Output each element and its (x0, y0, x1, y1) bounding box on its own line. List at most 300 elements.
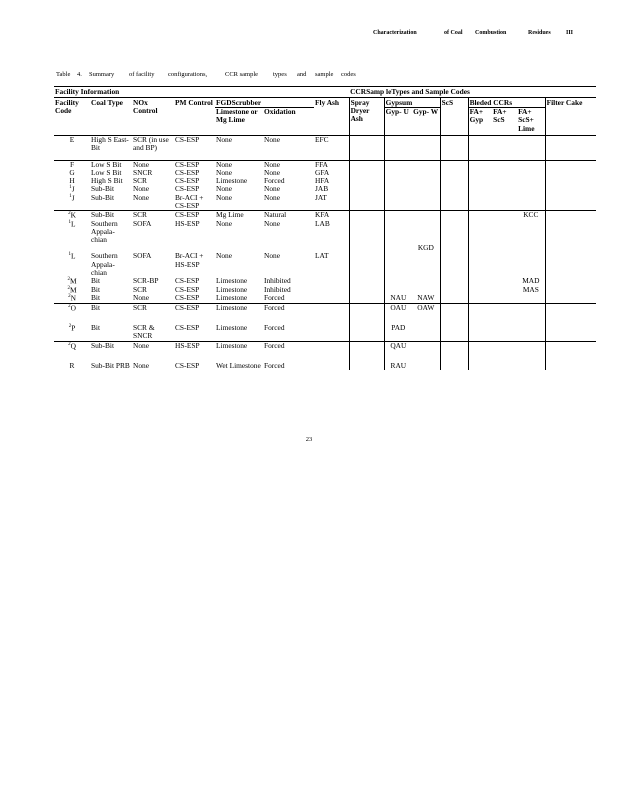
cell-facility-code (54, 324, 90, 341)
cell-nox-control: SCR (in use and BP) (132, 135, 174, 152)
table-row (54, 341, 596, 350)
caption-word: and (297, 71, 307, 78)
cell-fa-scs-lime: MAD (517, 277, 545, 286)
cell-fa-gyp (468, 185, 492, 194)
footnote-marker: 2 (67, 276, 70, 282)
cell-nox-control: SCR (132, 211, 174, 220)
cell-fly-ash (314, 286, 349, 295)
cell-gyp-w (412, 252, 440, 276)
cell-gyp-u (384, 160, 412, 169)
cell-fa-gyp (468, 324, 492, 341)
cell-fa-scs-lime (517, 194, 545, 211)
header-word: III (566, 30, 574, 36)
cell-scs (440, 169, 468, 177)
spacer-cell (545, 312, 596, 324)
col-header-nox-control: NOх Control (133, 98, 158, 116)
cell-coal-type: Sub-Bit (90, 211, 132, 220)
spacer-cell (440, 312, 468, 324)
cell-filter-cake (545, 244, 596, 252)
cell-oxidation: None (264, 193, 281, 203)
cell-fa-gyp (468, 252, 492, 276)
cell-spray-dryer-ash (349, 211, 384, 220)
cell-facility-code (54, 303, 90, 312)
spacer-cell (440, 152, 468, 161)
spacer-cell (517, 152, 545, 161)
caption-word: 4. (77, 71, 82, 78)
cell-fa-scs (492, 169, 517, 177)
cell-pm-control: HS-ESP (175, 218, 200, 228)
cell-gyp-u (384, 194, 412, 211)
spacer-cell (349, 152, 384, 161)
cell-coal-type: Southern Appala- chian (91, 218, 118, 245)
cell-fa-gyp (468, 160, 492, 169)
caption-word: types (273, 71, 287, 78)
cell-pm-control: CS-ESP (175, 275, 200, 285)
cell-pm-control: CS-ESP (175, 293, 200, 303)
running-header (0, 30, 618, 42)
cell-gyp-u (384, 211, 412, 220)
table-row (54, 135, 596, 152)
cell-limestone: Limestone (215, 303, 263, 312)
cell-oxidation: Forced (263, 341, 314, 350)
cell-scs (440, 220, 468, 244)
table-row (54, 220, 596, 244)
header-word: Residues (528, 30, 551, 36)
cell-limestone: None (215, 135, 263, 152)
cell-spray-dryer-ash (349, 362, 384, 370)
cell-scs (440, 294, 468, 303)
cell-fa-scs (492, 286, 517, 295)
cell-limestone: None (216, 193, 233, 203)
cell-gyp-u: NAU (390, 293, 407, 303)
cell-fa-gyp (468, 135, 492, 152)
cell-fa-gyp (468, 362, 492, 370)
caption-word: of facility (129, 71, 155, 78)
cell-limestone: None (216, 218, 233, 228)
cell-fly-ash (314, 277, 349, 286)
cell-filter-cake (545, 294, 596, 303)
table-row (54, 294, 596, 303)
cell-limestone: Limestone (215, 341, 263, 350)
col-header-facility-code: Facility Code (55, 98, 79, 116)
cell-oxidation: Inhibited (264, 284, 291, 294)
cell-gyp-u (384, 185, 412, 194)
cell-fly-ash: EFC (314, 135, 349, 152)
cell-fa-scs-lime (517, 362, 545, 370)
cell-nox-control: SOFA (133, 218, 152, 228)
cell-facility-code (54, 220, 90, 244)
cell-oxidation: None (263, 160, 314, 169)
cell-fa-scs-lime (517, 220, 545, 244)
cell-filter-cake (545, 194, 596, 211)
cell-spray-dryer-ash (349, 303, 384, 312)
caption-word: configurations, (168, 71, 208, 78)
cell-oxidation: Natural (263, 211, 314, 220)
cell-gyp-u: OAU (384, 303, 412, 312)
footnote-marker: 1 (68, 252, 71, 258)
cell-gyp-w: OAW (412, 303, 440, 312)
table-row (54, 362, 596, 370)
col-header-limestone-or-mg-lime: Limestone or Mg Lime (215, 108, 263, 135)
cell-coal-type: Bit (91, 284, 101, 294)
cell-oxidation: None (264, 251, 281, 261)
cell-filter-cake (545, 362, 596, 370)
cell-filter-cake (545, 324, 596, 341)
cell-coal-type: Southern Appala- chian (91, 251, 118, 277)
cell-coal-type: Bit (91, 275, 101, 285)
cell-pm-control: CS-ESP (174, 135, 215, 152)
cell-scs (440, 177, 468, 185)
cell-oxidation: Forced (263, 303, 314, 312)
spacer-cell (314, 350, 349, 362)
spacer-cell (54, 312, 90, 324)
cell-fa-scs-lime (517, 160, 545, 169)
spacer-cell (412, 312, 440, 324)
cell-scs (440, 160, 468, 169)
cell-limestone: None (215, 160, 263, 169)
cell-pm-control: CS-ESP (174, 211, 215, 220)
cell-nox-control: None (133, 193, 150, 203)
facility-code-text: N (70, 293, 76, 303)
cell-limestone: Limestone (216, 275, 248, 285)
cell-coal-type: Bit (91, 323, 101, 333)
spacer-cell (545, 152, 596, 161)
header-word: Characterization (373, 30, 417, 36)
cell-scs (440, 135, 468, 152)
cell-pm-control: CS-ESP (175, 323, 200, 333)
cell-spray-dryer-ash (349, 244, 384, 252)
spacer-cell (468, 312, 492, 324)
cell-oxidation: None (263, 135, 314, 152)
cell-fly-ash: FFA (314, 160, 349, 169)
cell-gyp-w (412, 169, 440, 177)
cell-filter-cake (545, 303, 596, 312)
cell-scs (440, 303, 468, 312)
cell-fa-scs (492, 341, 517, 350)
cell-nox-control: None (133, 293, 150, 303)
facility-code-text: M (69, 284, 77, 294)
cell-fa-gyp (468, 244, 492, 252)
cell-fa-gyp (468, 169, 492, 177)
cell-fly-ash: GFA (315, 168, 330, 178)
facility-code-text: L (70, 251, 76, 261)
spacer-cell (384, 152, 412, 161)
cell-nox-control: SCR & SNCR (133, 323, 155, 341)
cell-fa-scs-lime (517, 185, 545, 194)
cell-oxidation: Inhibited (264, 275, 291, 285)
cell-coal-type: Sub-Bit (90, 341, 132, 350)
cell-fa-scs (492, 362, 517, 370)
facility-code-text: Q (70, 341, 76, 351)
group-header-facility-information: Facility Information (54, 87, 349, 98)
cell-fa-gyp (468, 303, 492, 312)
caption-word: codes (341, 71, 356, 78)
cell-spray-dryer-ash (349, 324, 384, 341)
cell-fly-ash (314, 303, 349, 312)
footnote-marker: 2 (68, 211, 71, 217)
cell-pm-control: Br-ACI + HS-ESP (175, 251, 204, 269)
cell-fa-scs (492, 135, 517, 152)
cell-spray-dryer-ash (349, 135, 384, 152)
cell-limestone: Wet Limestone (216, 361, 261, 371)
cell-fa-scs-lime (517, 252, 545, 276)
cell-fa-scs (492, 244, 517, 252)
spacer-cell (517, 312, 545, 324)
cell-gyp-u (384, 277, 412, 286)
cell-coal-type: Bit (91, 293, 101, 303)
cell-fa-scs (492, 211, 517, 220)
cell-fa-scs-lime (517, 303, 545, 312)
cell-fa-scs-lime (517, 169, 545, 177)
cell-spray-dryer-ash (349, 341, 384, 350)
cell-coal-type: Sub-Bit (91, 184, 114, 194)
cell-gyp-u (384, 244, 412, 252)
cell-gyp-w (412, 211, 440, 220)
spacer-cell (492, 312, 517, 324)
cell-fa-gyp (468, 286, 492, 295)
spacer-cell (468, 350, 492, 362)
table-body (54, 135, 596, 370)
cell-limestone: Limestone (216, 176, 248, 186)
cell-filter-cake (545, 211, 596, 220)
cell-facility-code: G (69, 168, 75, 178)
caption-word: CCR sample (225, 71, 259, 78)
col-header-gyp-u: Gyp- U (384, 108, 412, 135)
cell-fa-scs-lime (517, 294, 545, 303)
cell-gyp-u: PAD (391, 323, 406, 333)
cell-gyp-w (412, 362, 440, 370)
cell-oxidation: None (264, 168, 281, 178)
facility-code-text: O (70, 303, 76, 313)
cell-gyp-u (384, 177, 412, 185)
col-header-oxidation: Oxidation (263, 108, 314, 135)
cell-gyp-w (412, 135, 440, 152)
cell-pm-control: CS-ESP (175, 168, 200, 178)
cell-pm-control: CS-ESP (175, 176, 200, 186)
cell-facility-code: H (69, 176, 75, 186)
cell-facility-code (54, 294, 90, 303)
cell-pm-control: CS-ESP (175, 361, 200, 371)
facility-code-text: J (71, 184, 75, 194)
table-row (54, 252, 596, 276)
cell-gyp-u (384, 220, 412, 244)
cell-fa-scs-lime (517, 244, 545, 252)
spacer-cell (468, 152, 492, 161)
table-row (54, 303, 596, 312)
cell-nox-control: None (132, 160, 174, 169)
cell-spray-dryer-ash (349, 194, 384, 211)
table-row (54, 194, 596, 211)
cell-filter-cake (545, 220, 596, 244)
facility-code-text: J (71, 193, 75, 203)
cell-facility-code (54, 194, 90, 211)
cell-fa-scs-lime (517, 324, 545, 341)
cell-nox-control: SOFA (133, 251, 152, 261)
cell-nox-control: None (132, 341, 174, 350)
cell-coal-type: Low S Bit (90, 160, 132, 169)
footnote-marker: 2 (68, 341, 71, 347)
cell-nox-control: SCR (132, 303, 174, 312)
cell-fly-ash (314, 362, 349, 370)
cell-gyp-w (412, 277, 440, 286)
cell-fa-scs-lime (517, 177, 545, 185)
cell-fly-ash: KFA (314, 211, 349, 220)
footnote-marker: 1 (69, 185, 72, 191)
spacer-cell (412, 350, 440, 362)
cell-gyp-w (412, 341, 440, 350)
footnote-marker: 1 (69, 194, 72, 200)
col-header-fly-ash: Fly Ash (315, 98, 340, 108)
cell-limestone: None (216, 184, 233, 194)
cell-filter-cake (545, 169, 596, 177)
spacer-cell (314, 312, 349, 324)
header-word: Combustion (475, 30, 507, 36)
cell-oxidation: None (264, 218, 281, 228)
cell-facility-code: E (54, 135, 90, 152)
cell-gyp-w: KGD (412, 244, 440, 252)
cell-gyp-u (384, 169, 412, 177)
cell-gyp-w (412, 194, 440, 211)
cell-gyp-u (384, 135, 412, 152)
cell-pm-control: CS-ESP (174, 160, 215, 169)
col-header-blended-ccrs: Bleded CCRs (468, 98, 545, 108)
cell-facility-code (54, 252, 90, 276)
cell-spray-dryer-ash (349, 185, 384, 194)
group-header-ccr-samples: CCRSamp leTypes and Sample Codes (349, 87, 596, 98)
cell-oxidation: Forced (264, 361, 285, 371)
cell-spray-dryer-ash (349, 294, 384, 303)
cell-limestone: Limestone (216, 284, 248, 294)
cell-pm-control: CS-ESP (174, 303, 215, 312)
cell-spray-dryer-ash (349, 220, 384, 244)
cell-scs (440, 244, 468, 252)
cell-fa-gyp (468, 220, 492, 244)
cell-fa-scs (492, 220, 517, 244)
facility-code-text: L (70, 219, 76, 229)
col-header-fa-gyp: FA+ Gyp (468, 108, 492, 135)
cell-fa-scs (492, 177, 517, 185)
col-header-fa-scs-lime: FA+ ScS+ Lime (517, 108, 545, 135)
caption-word: Summary (89, 71, 115, 78)
cell-fa-scs (492, 294, 517, 303)
cell-oxidation: Forced (264, 176, 285, 186)
cell-filter-cake (545, 135, 596, 152)
cell-fa-gyp (468, 211, 492, 220)
col-header-filter-cake: Filter Cake (546, 98, 583, 108)
cell-fly-ash (314, 294, 349, 303)
cell-fly-ash: JAT (315, 193, 327, 203)
cell-scs (440, 324, 468, 341)
cell-oxidation: Forced (264, 293, 285, 303)
col-header-spray-dryer-ash: Spray Dryer Ash (349, 98, 384, 136)
cell-gyp-w (412, 220, 440, 244)
spacer-cell (349, 312, 384, 324)
cell-facility-code: R (69, 361, 75, 371)
cell-scs (440, 341, 468, 350)
cell-filter-cake (545, 177, 596, 185)
facility-configuration-table (54, 86, 596, 370)
cell-fa-gyp (468, 177, 492, 185)
cell-nox-control: SCR (133, 176, 147, 186)
cell-limestone: Limestone (216, 323, 248, 333)
cell-limestone: Limestone (216, 293, 248, 303)
spacer-cell (440, 350, 468, 362)
cell-coal-type: Low S Bit (91, 168, 122, 178)
col-header-gyp-w: Gyp- W (412, 108, 440, 135)
cell-filter-cake (545, 286, 596, 295)
cell-facility-code (54, 341, 90, 350)
cell-filter-cake (545, 185, 596, 194)
cell-nox-control: None (133, 184, 150, 194)
cell-nox-control: SNCR (133, 168, 153, 178)
cell-coal-type: Sub-Bit PRB (91, 361, 130, 371)
cell-scs (440, 185, 468, 194)
cell-fly-ash (314, 341, 349, 350)
cell-scs (440, 252, 468, 276)
cell-spray-dryer-ash (349, 160, 384, 169)
cell-gyp-u: QAU (384, 341, 412, 350)
page-number: 23 (305, 436, 313, 443)
cell-pm-control: CS-ESP (175, 184, 200, 194)
cell-scs (440, 211, 468, 220)
cell-fly-ash (314, 324, 349, 341)
cell-nox-control: SCR-BP (133, 275, 159, 285)
col-header-fgd-scrubber: FGDScrubber (215, 98, 314, 108)
cell-fa-gyp (468, 194, 492, 211)
col-header-scs: ScS (440, 98, 468, 136)
cell-facility-code: F (54, 160, 90, 169)
cell-spray-dryer-ash (349, 286, 384, 295)
cell-limestone: Mg Lime (215, 211, 263, 220)
cell-fa-scs-lime (517, 135, 545, 152)
cell-filter-cake (545, 277, 596, 286)
cell-gyp-w: NAW (412, 294, 440, 303)
col-header-fa-scs: FA+ ScS (492, 108, 517, 135)
spacer-cell (545, 350, 596, 362)
cell-fa-gyp (468, 294, 492, 303)
cell-coal-type: Sub-Bit (91, 193, 114, 203)
header-word: of Coal (444, 30, 463, 36)
cell-scs (440, 286, 468, 295)
cell-gyp-w (412, 324, 440, 341)
facility-code-text: K (70, 210, 76, 220)
cell-spray-dryer-ash (349, 177, 384, 185)
caption-word: Table (56, 71, 71, 78)
cell-fa-scs-lime: KCC (517, 211, 545, 220)
spacer-cell (517, 350, 545, 362)
cell-fa-scs (492, 194, 517, 211)
cell-pm-control: HS-ESP (174, 341, 215, 350)
spacer-cell (492, 152, 517, 161)
cell-gyp-u (384, 252, 412, 276)
cell-nox-control: None (133, 361, 150, 371)
cell-fa-scs-lime (517, 341, 545, 350)
cell-fa-scs (492, 277, 517, 286)
cell-fa-gyp (468, 341, 492, 350)
col-header-gypsum: Gypsum (384, 98, 440, 108)
cell-fa-gyp (468, 277, 492, 286)
cell-fly-ash: HFA (315, 176, 330, 186)
cell-fly-ash: LAT (315, 251, 329, 261)
cell-filter-cake (545, 252, 596, 276)
col-header-pm-control: PM Control (175, 98, 213, 108)
table-row (54, 324, 596, 341)
cell-scs (440, 194, 468, 211)
cell-fa-scs-lime: MAS (517, 286, 545, 295)
cell-fly-ash: JAB (315, 184, 329, 194)
facility-code-text: P (71, 323, 76, 333)
cell-coal-type: Bit (90, 303, 132, 312)
